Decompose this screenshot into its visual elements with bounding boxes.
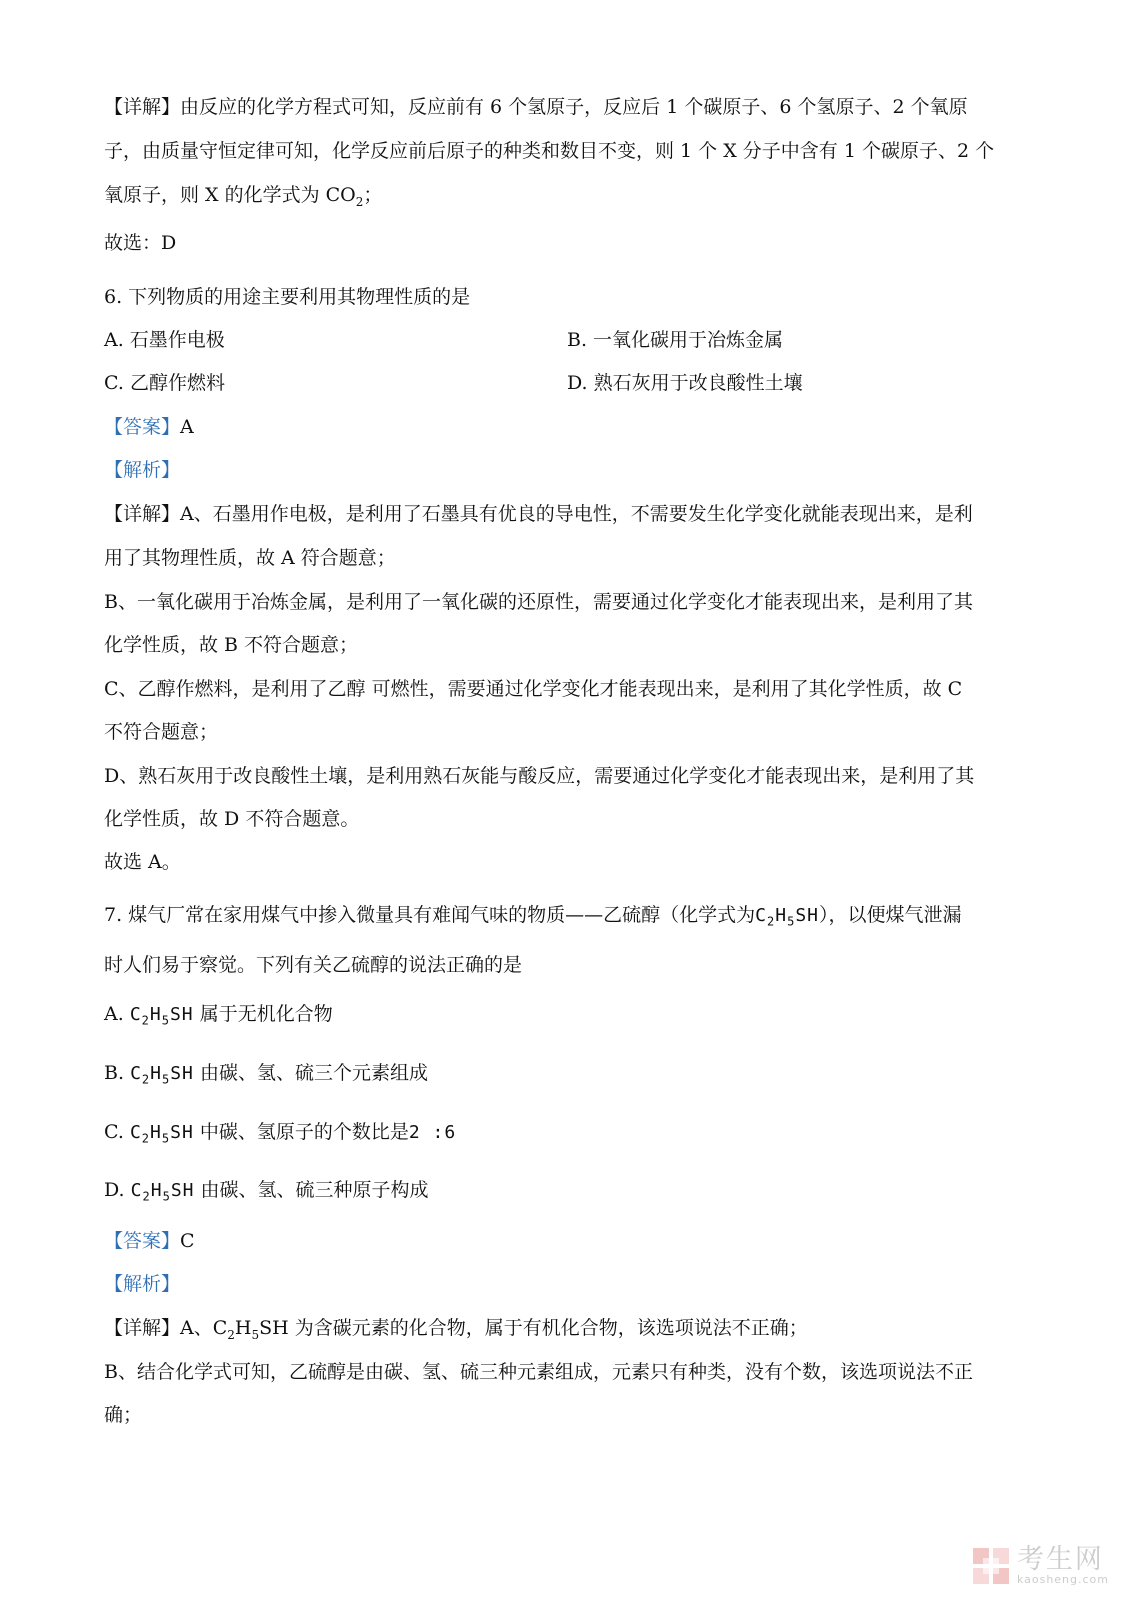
- paragraph-line: C、乙醇作燃料，是利用了乙醇 可燃性，需要通过化学变化才能表现出来，是利用了其化学性质，故 C: [104, 678, 963, 700]
- watermark: [971, 1544, 1109, 1588]
- analysis-tag: 【解析】: [104, 459, 181, 481]
- paragraph-line: B、一氧化碳用于冶炼金属，是利用了一氧化碳的还原性，需要通过化学变化才能表现出来，是利用了其: [104, 591, 973, 613]
- paragraph-line: 确；: [104, 1404, 143, 1426]
- question-7-stem: 7. 煤气厂常在家用煤气中掺入微量具有难闻气味的物质——乙硫醇（化学式为$C_2H_5SH$），以便煤气泄漏: [104, 904, 962, 929]
- question-6-option-b: B. 一氧化碳用于冶炼金属: [567, 329, 784, 351]
- watermark-text: [1017, 1546, 1109, 1586]
- paragraph-line: 用了其物理性质，故 A 符合题意；: [104, 547, 396, 569]
- question-7-stem: 时人们易于察觉。下列有关乙硫醇的说法正确的是: [104, 954, 523, 976]
- paragraph-line: 【详解】A、石墨用作电极，是利用了石墨具有优良的导电性，不需要发生化学变化就能表现出来，是利: [104, 503, 973, 525]
- question-6-option-d: D. 熟石灰用于改良酸性土壤: [567, 372, 803, 394]
- chemical-formula: $C_2H_5SH$: [130, 1063, 194, 1087]
- paragraph-line: 化学性质，故 D 不符合题意。: [104, 808, 360, 830]
- paragraph-line: B、结合化学式可知，乙硫醇是由碳、氢、硫三种元素组成，元素只有种类，没有个数，该选项说法不正: [104, 1361, 973, 1383]
- watermark-cn: 考生网: [1016, 1544, 1104, 1575]
- question-7-option-a: A. $C_2H_5SH$ 属于无机化合物: [104, 1003, 333, 1028]
- question-7-option-b: B. $C_2H_5SH$ 由碳、氢、硫三个元素组成: [104, 1062, 428, 1087]
- paragraph-line: 故选：D: [104, 232, 177, 254]
- analysis-tag: 【解析】: [104, 1273, 181, 1295]
- paragraph-line: 化学性质，故 B 不符合题意；: [104, 634, 359, 656]
- paragraph-line: 氧原子，则 X 的化学式为 $CO_2$；: [104, 184, 383, 209]
- question-6-stem: 6. 下列物质的用途主要利用其物理性质的是: [104, 286, 471, 308]
- paragraph-line: 故选 A。: [104, 851, 181, 873]
- question-6-option-a: A. 石墨作电极: [104, 329, 225, 351]
- question-7-option-c: C. $C_2H_5SH$ 中碳、氢原子的个数比是2 :6: [104, 1121, 457, 1146]
- paragraph-line: D、熟石灰用于改良酸性土壤，是利用熟石灰能与酸反应，需要通过化学变化才能表现出来，是利用了其: [104, 765, 975, 787]
- watermark-url: kaosheng.com: [1016, 1573, 1109, 1586]
- chemical-formula: $C_2H_5SH$: [129, 1122, 194, 1146]
- question-7-answer: 【答案】C: [104, 1230, 195, 1252]
- paragraph-line: 【详解】由反应的化学方程式可知，反应前有 6 个氢原子，反应后 1 个碳原子、6 个氢原子、2 个氧原: [104, 96, 968, 118]
- chemical-formula: $C_2H_5SH$: [755, 905, 820, 929]
- answer-tag: 【答案】: [104, 1230, 181, 1252]
- chemical-formula: $C_2H_5SH$: [129, 1004, 194, 1028]
- question-7-option-d: D. $C_2H_5SH$ 由碳、氢、硫三种原子构成: [104, 1179, 429, 1204]
- question-6-option-c: C. 乙醇作燃料: [104, 372, 225, 394]
- kaosheng-logo-icon: [971, 1546, 1011, 1586]
- chemical-formula: $C_2H_5SH$: [130, 1180, 195, 1204]
- paragraph-line: 子，由质量守恒定律可知，化学反应前后原子的种类和数目不变，则 1 个 X 分子中含有 1 个碳原子、2 个: [104, 140, 995, 162]
- question-6-answer: 【答案】A: [104, 416, 194, 438]
- paragraph-line: 【详解】A、$C_2H_5SH$ 为含碳元素的化合物，属于有机化合物，该选项说法不正确；: [104, 1317, 808, 1342]
- paragraph-line: 不符合题意；: [104, 721, 219, 743]
- answer-tag: 【答案】: [104, 416, 181, 438]
